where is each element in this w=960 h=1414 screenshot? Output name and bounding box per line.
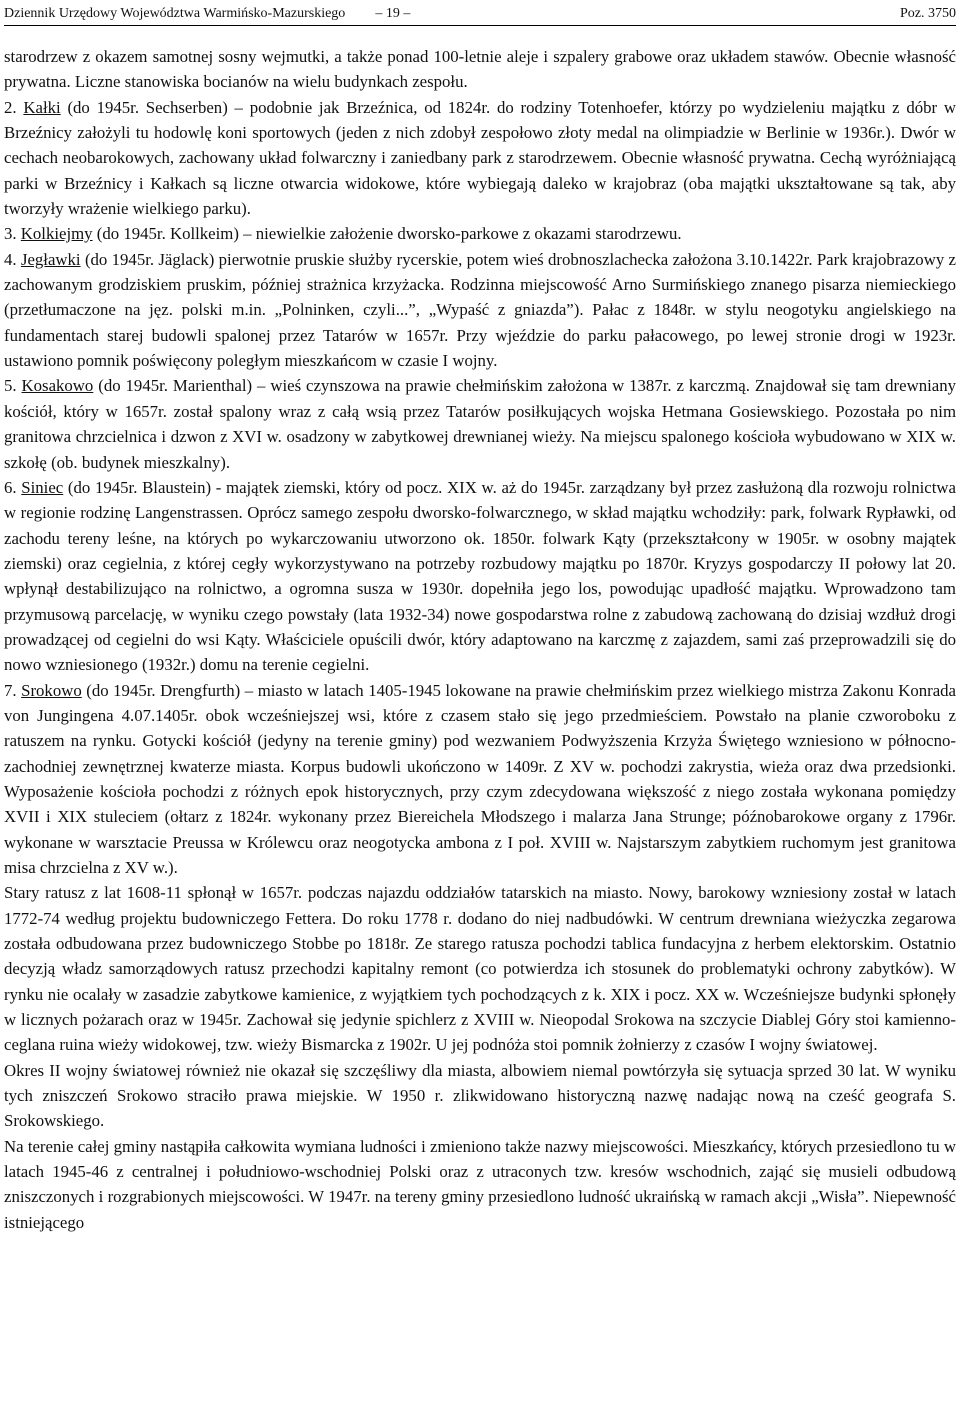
place-name: Siniec (21, 477, 64, 497)
page-number: – 19 – (375, 6, 411, 21)
journal-title: Dziennik Urzędowy Województwa Warmińsko-Mazurskiego (4, 6, 346, 21)
place-name: Kolkiejmy (20, 224, 93, 244)
paragraph: 4. Jegławki (do 1945r. Jäglack) pierwotnie pruskie służby rycerskie, potem wieś drobnoszlachecka założona 3.10.1422r. Park krajobrazowy z zachowanym grodziskiem pruskim, później strażnica krzyżacka. Rodzinna miejscowość Arno Surmińskiego znanego pisarza niemieckiego (przetłumaczone na jęz. polski m.in. „Polninken, czyli...”, „Wypaść z gniazda”). Pałac z 1848r. w stylu neogotyku angielskiego na fundamentach starej budowli spalonej przez Tatarów w 1657r. Przy wjeździe do parku pałacowego, po lewej stronie drogi w 1923r. ustawiono pomnik poświęcony poległym mieszkańcom w czasie I wojny. (4, 249, 956, 371)
document-body (4, 44, 956, 1235)
place-name: Kosakowo (21, 376, 94, 396)
paragraph: 7. Srokowo (do 1945r. Drengfurth) – miasto w latach 1405-1945 lokowane na prawie chełmińskim przez wielkiego mistrza Zakonu Konrada von Jungingena 4.07.1405r. obok wcześniejszej wsi, które z czasem stało się jego przedmieściem. Powstało na planie czworoboku z ratuszem na rynku. Gotycki kościół (jedyny na terenie gminy) pod wezwaniem Podwyższenia Krzyża Świętego wzniesiono w północno-zachodniej zewnętrznej kwaterze miasta. Korpus budowli ukończono w 1409r. Z XV w. pochodzi zakrystia, wieża oraz dwa przedsionki. Wyposażenie kościoła pochodzi z różnych epok historycznych, przy czym zdecydowana większość z niego została wykonana pomiędzy XVII i XIX stuleciem (ołtarz z 1824r. wykonany przez Biereichela Młodszego i malarza Jana Strunge; późnobarokowe organy z 1796r. wykonane w warsztacie Preussa w Królewcu oraz neogotycka ambona z I poł. XVIII w. Najstarszym zabytkiem ruchomym jest granitowa misa chrzcielna z XV w.). (4, 680, 956, 877)
paragraph: Okres II wojny światowej również nie okazał się szczęśliwy dla miasta, albowiem niemal powtórzyła się sytuacja sprzed 30 lat. W wyniku tych zniszczeń Srokowo straciło prawa miejskie. W 1950 r. zlikwidowano historyczną nazwę nadając nową na cześć geografa S. Srokowskiego. (4, 1060, 956, 1131)
paragraph: 2. Kałki (do 1945r. Sechserben) – podobnie jak Brzeźnica, od 1824r. do rodziny Totenhoefer, którzy po wydzieleniu majątku z dóbr w Brzeźnicy założyli tu hodowlę koni sportowych (jeden z nich zdobył zespołowo złoty medal na olimpiadzie w Berlinie w 1936r.). Dwór w cechach neobarokowych, zachowany układ folwarczny i zaniedbany park z starodrzewem. Obecnie własność prywatna. Cechą wyróżniającą parki w Brzeźnicy i Kałkach są liczne otwarcia widokowe, które wybiegają daleko w krajobraz (oba majątki ukształtowane są tak, aby tworzyły wrażenie wielkiego parku). (4, 97, 957, 219)
place-name: Jegławki (20, 249, 81, 269)
paragraph: Na terenie całej gminy nastąpiła całkowita wymiana ludności i zmieniono także nazwy miejscowości. Mieszkańcy, których przesiedlono tu w latach 1945-46 z centralnej i południowo-wschodniej Polski oraz z utraconych tzw. kresów wschodnich, zająć się musieli odbudową zniszczonych i rozgrabionych miejscowości. W 1947r. na tereny gminy przesiedlono ludność ukraińską w ramach akcji „Wisła”. Niepewność istniejącego (4, 1136, 956, 1232)
position-number: Poz. 3750 (900, 6, 956, 21)
place-name: Kałki (23, 97, 61, 117)
paragraph: 5. Kosakowo (do 1945r. Marienthal) – wieś czynszowa na prawie chełmińskim założona w 1387r. z karczmą. Znajdował się tam drewniany kościół, który w 1657r. został spalony wraz z całą wsią przez Tatarów posiłkujących wojska Hetmana Gosiewskiego. Pozostała po nim granitowa chrzcielnica i dzwon z XVI w. osadzony w zabytkowej drewnianej wieży. Na miejscu spalonego kościoła wybudowano w XIX w. szkołę (ob. budynek mieszkalny). (4, 376, 956, 472)
paragraph: starodrzew z okazem samotnej sosny wejmutki, a także ponad 100-letnie aleje i szpalery grabowe oraz układem stawów. Obecnie własność prywatna. Liczne stanowiska bocianów na wielu budynkach zespołu. (4, 47, 956, 92)
paragraph: 3. Kolkiejmy (do 1945r. Kollkeim) – niewielkie założenie dworsko-parkowe z okazami starodrzewu. (4, 224, 682, 244)
document-page (4, 0, 956, 1235)
place-name: Srokowo (21, 680, 82, 700)
page-header (4, 0, 956, 26)
paragraph: 6. Siniec (do 1945r. Blaustein) - majątek ziemski, który od pocz. XIX w. aż do 1945r. zarządzany był przez zasłużoną dla rozwoju rolnictwa w regionie rodzinę Langenstrassen. Oprócz samego zespołu dworsko-folwarcznego, w skład majątku wchodziły: park, folwark Rypławki, od zachodu tereny leśne, na których po wykarczowaniu utworzono ok. 1850r. folwark Kąty (przekształcony w 1905r. w osobny majątek ziemski) oraz cegielnia, z której cegły wykorzystywano na potrzeby rozbudowy majątku po 1870r. Kryzys gospodarczy II połowy lat 20. wpłynął destabilizująco na rolnictwo, a ogromna susza w 1930r. dopełniła jego los, powodując upadłość majątku. Wprowadzono tam przymusową parcelację, w wyniku czego powstały (lata 1932-34) nowe gospodarstwa rolne z zabudową zachowaną do dzisiaj wzdłuż drogi prowadzącej od cegielni do wsi Kąty. Właściciele opuścili dwór, który adaptowano na karczmę z zajazdem, sami zaś przeprowadzili się do nowo wzniesionego (1932r.) domu na terenie cegielni. (4, 477, 956, 675)
paragraph: Stary ratusz z lat 1608-11 spłonął w 1657r. podczas najazdu oddziałów tatarskich na miasto. Nowy, barokowy wzniesiony został w latach 1772-74 według projektu budowniczego Fettera. Do roku 1778 r. dodano do niej nadbudówki. W centrum drewniana wieżyczka zegarowa została odbudowana przez budowniczego Stobbe po 1818r. Ze starego ratusza pochodzi tablica fundacyjna z herbem elektorskim. Ostatnio decyzją władz samorządowych ratusz przechodzi kapitalny remont (co potwierdza ich stosunek do problematyki ochrony zabytków). W rynku nie ocalały w zasadzie zabytkowe kamienice, z wyjątkiem tych pochodzących z k. XIX i pocz. XX w. Wcześniejsze budynki spłonęły w licznych pożarach oraz w 1945r. Zachował się jedynie spichlerz z XVIII w. Nieopodal Srokowa na szczycie Diablej Góry stoi kamienno-ceglana ruina wieży widokowej, tzw. wieży Bismarcka z 1902r. U jej podnóża stoi pomnik żołnierzy z czasów I wojny światowej. (4, 883, 956, 1055)
